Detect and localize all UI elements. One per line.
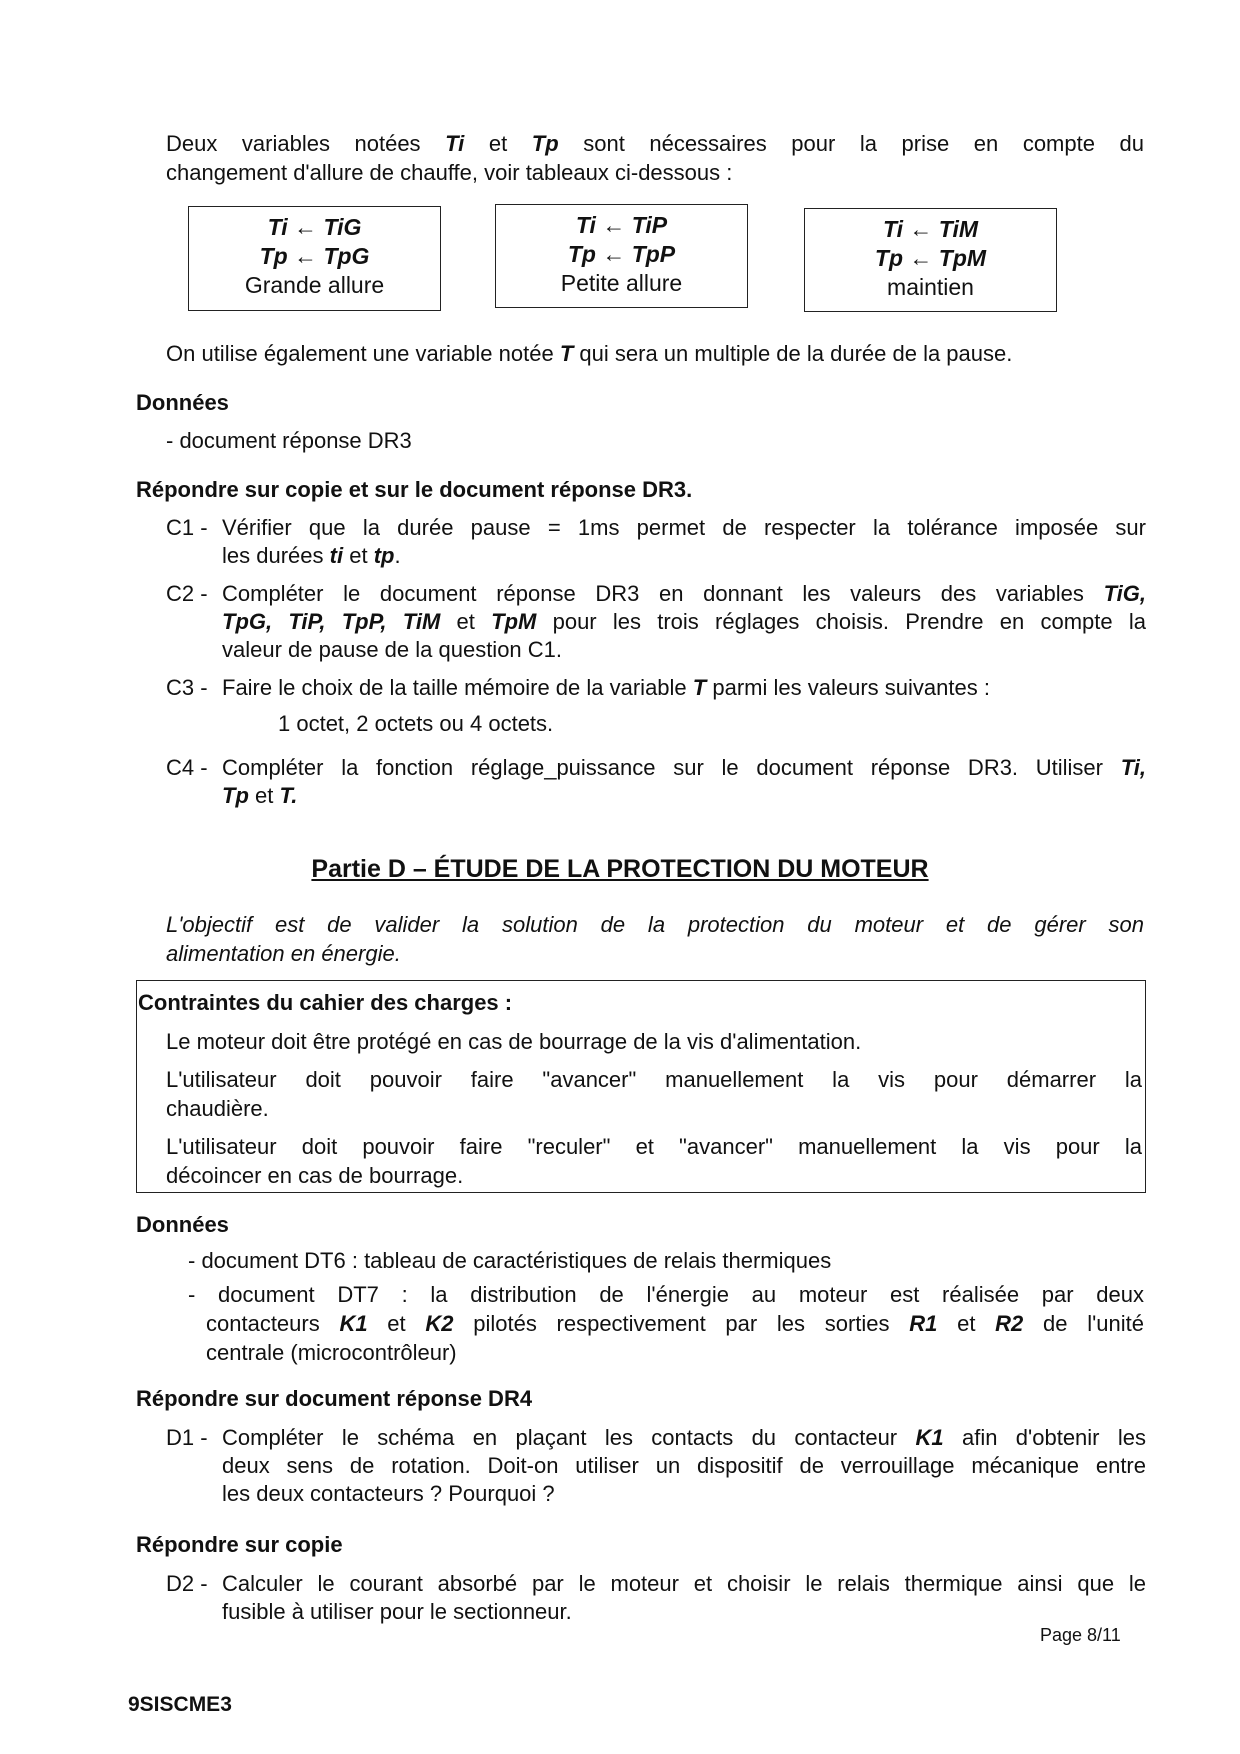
donnees-d-item-2-line2: contacteurs K1 et K2 pilotés respectivement par les sorties R1 et R2 de l'unité [206, 1311, 1144, 1336]
dr4-title: Répondre sur document réponse DR4 [136, 1386, 533, 1411]
donnees-d-item-2-line3: centrale (microcontrôleur) [206, 1340, 457, 1365]
question-c3-options: 1 octet, 2 octets ou 4 octets. [278, 711, 554, 736]
answer-c-title: Répondre sur copie et sur le document réponse DR3. [136, 477, 693, 502]
box-grande-allure-label: Grande allure [244, 272, 385, 298]
box-maintien [804, 208, 1057, 312]
box-grande-allure [188, 206, 441, 311]
question-d1-line1: Compléter le schéma en plaçant les contacts du contacteur K1 afin d'obtenir les [222, 1425, 1146, 1450]
question-c4-line1: Compléter la fonction réglage_puissance sur le document réponse DR3. Utiliser Ti, [222, 755, 1146, 780]
question-d2-line2: fusible à utiliser pour le sectionneur. [222, 1599, 572, 1624]
variable-t-sentence: On utilise également une variable notée T qui sera un multiple de la durée de la pause. [166, 341, 1013, 366]
document-code: 9SISCME3 [128, 1693, 232, 1716]
constraint-2-line2: chaudière. [166, 1096, 269, 1121]
objective-line-2: alimentation en énergie. [166, 941, 401, 966]
question-d2-line1: Calculer le courant absorbé par le moteur et choisir le relais thermique ainsi que le [222, 1571, 1146, 1596]
question-c1 [166, 514, 1146, 570]
question-c4-line2: Tp et T. [222, 783, 298, 808]
constraints-title: Contraintes du cahier des charges : [138, 990, 513, 1015]
page-number: Page 8/11 [1040, 1625, 1121, 1645]
question-c3-label: C3 - [166, 675, 208, 700]
box-petite-allure-label: Petite allure [560, 270, 683, 296]
question-c3 [166, 674, 1146, 702]
donnees-d-item-2-line1: - document DT7 : la distribution de l'énergie au moteur est réalisée par deux [188, 1282, 1144, 1307]
box-petite-allure [495, 204, 748, 308]
box-maintien-ti: Ti ← TiM [883, 216, 978, 242]
intro-line-2: changement d'allure de chauffe, voir tableaux ci-dessous : [166, 160, 733, 185]
constraint-2-line1: L'utilisateur doit pouvoir faire "avancer" manuellement la vis pour démarrer la [166, 1067, 1142, 1092]
question-c1-label: C1 - [166, 515, 208, 540]
question-c2-line2: TpG, TiP, TpP, TiM et TpM pour les trois réglages choisis. Prendre en compte la [222, 609, 1146, 634]
question-c2 [166, 580, 1146, 664]
constraint-1: Le moteur doit être protégé en cas de bourrage de la vis d'alimentation. [166, 1029, 862, 1054]
box-grande-allure-ti: Ti ← TiG [267, 214, 362, 240]
donnees-c-item: - document réponse DR3 [166, 428, 412, 453]
partie-d-title: Partie D – ÉTUDE DE LA PROTECTION DU MOTEUR [311, 855, 929, 883]
box-petite-allure-tp: Tp ← TpP [567, 241, 676, 267]
question-c4 [166, 754, 1146, 810]
question-d1 [166, 1424, 1146, 1508]
constraint-3-line1: L'utilisateur doit pouvoir faire "reculer" et "avancer" manuellement la vis pour la [166, 1134, 1142, 1159]
donnees-c-title: Données [136, 390, 229, 415]
question-c2-label: C2 - [166, 581, 208, 606]
question-d2 [166, 1570, 1146, 1626]
question-d1-label: D1 - [166, 1425, 208, 1450]
box-petite-allure-ti: Ti ← TiP [575, 212, 668, 238]
copie-title: Répondre sur copie [136, 1532, 343, 1557]
objective-line-1: L'objectif est de valider la solution de la protection du moteur et de gérer son [166, 912, 1144, 937]
question-c1-line1: Vérifier que la durée pause = 1ms permet de respecter la tolérance imposée sur [222, 515, 1146, 540]
question-c2-line3: valeur de pause de la question C1. [222, 637, 563, 662]
question-c4-label: C4 - [166, 755, 208, 780]
donnees-d-title: Données [136, 1212, 229, 1237]
box-maintien-label: maintien [887, 274, 974, 300]
question-d1-line3: les deux contacteurs ? Pourquoi ? [222, 1481, 555, 1506]
donnees-d-item-1: - document DT6 : tableau de caractéristiques de relais thermiques [188, 1248, 832, 1273]
question-c3-line1: Faire le choix de la taille mémoire de la variable T parmi les valeurs suivantes : [222, 675, 990, 700]
intro-line-1: Deux variables notées Ti et Tp sont nécessaires pour la prise en compte du [166, 131, 1144, 156]
box-grande-allure-tp: Tp ← TpG [259, 243, 370, 269]
question-c2-line1: Compléter le document réponse DR3 en donnant les valeurs des variables TiG, [222, 581, 1146, 606]
question-d1-line2: deux sens de rotation. Doit-on utiliser un dispositif de verrouillage mécanique entre [222, 1453, 1146, 1478]
question-c1-line2: les durées ti et tp. [222, 543, 401, 568]
box-maintien-tp: Tp ← TpM [874, 245, 987, 271]
constraint-3-line2: décoincer en cas de bourrage. [166, 1163, 464, 1188]
question-d2-label: D2 - [166, 1571, 208, 1596]
